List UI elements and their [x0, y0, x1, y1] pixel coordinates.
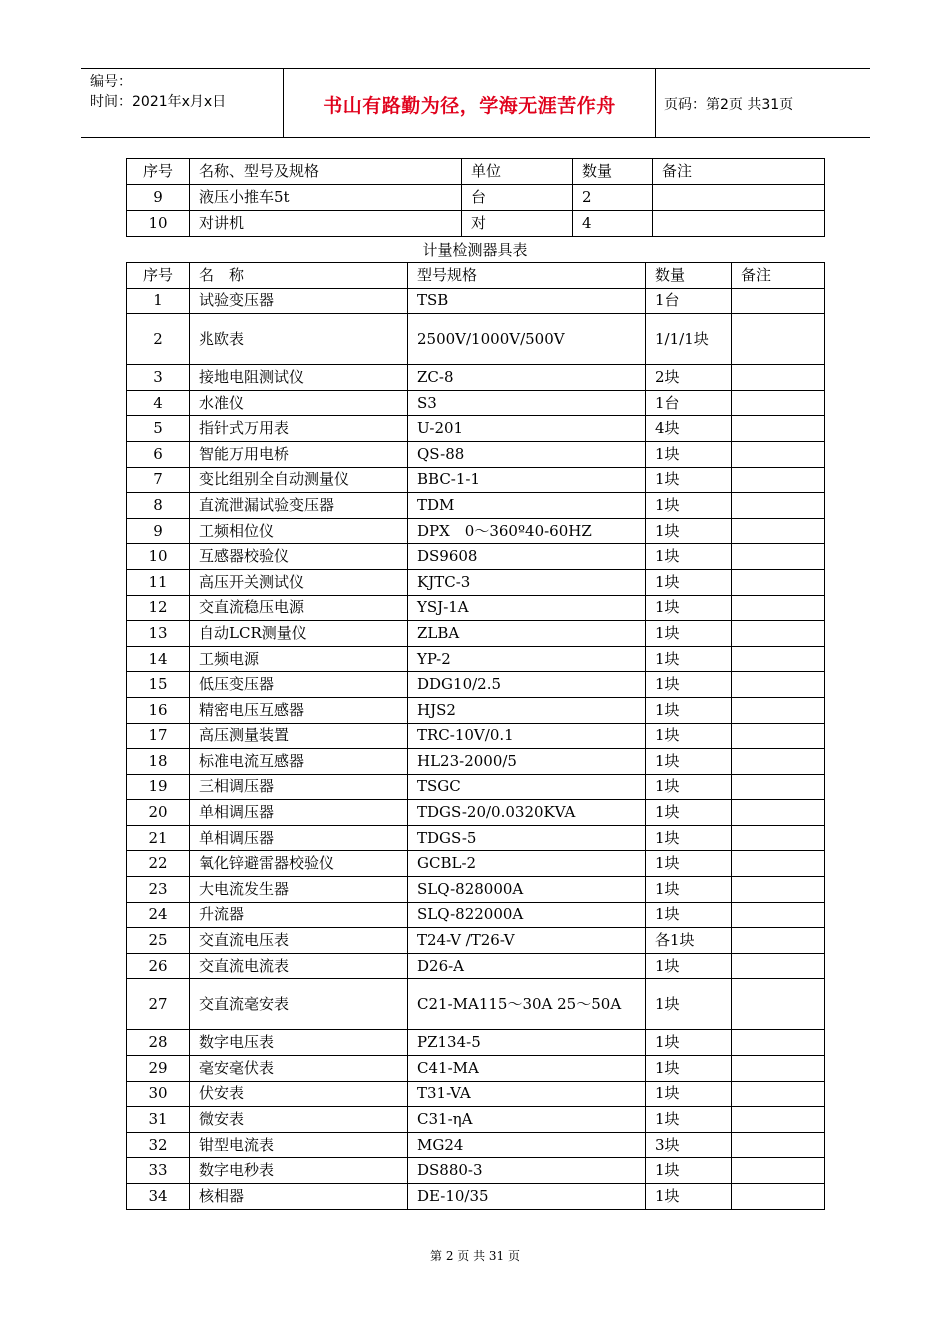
table-cell: 交直流稳压电源	[190, 595, 408, 621]
table-cell	[732, 774, 825, 800]
table-cell	[732, 416, 825, 442]
table-cell: 1块	[646, 800, 732, 826]
table-cell: 11	[127, 569, 190, 595]
page-footer: 第 2 页 共 31 页	[430, 1249, 520, 1263]
page-header	[81, 68, 870, 138]
table-cell	[732, 1081, 825, 1107]
table-header-row	[127, 159, 825, 185]
column-header: 数量	[573, 159, 653, 185]
table-cell: 6	[127, 441, 190, 467]
table-cell: 液压小推车5t	[190, 185, 462, 211]
table-row	[127, 774, 825, 800]
table-cell: 1台	[646, 288, 732, 314]
table-cell: DDG10/2.5	[408, 672, 646, 698]
table-cell: 1块	[646, 1081, 732, 1107]
table-cell: 1	[127, 288, 190, 314]
table-cell: 1块	[646, 774, 732, 800]
table-cell: 1块	[646, 877, 732, 903]
table-cell: 1块	[646, 544, 732, 570]
table-row	[127, 314, 825, 365]
table-row	[127, 467, 825, 493]
table-cell: C41-MA	[408, 1056, 646, 1082]
table-row	[127, 953, 825, 979]
table-cell: 7	[127, 467, 190, 493]
table-cell	[732, 749, 825, 775]
table-cell	[732, 877, 825, 903]
table-cell: 核相器	[190, 1184, 408, 1210]
table-cell: 33	[127, 1158, 190, 1184]
table-cell	[732, 518, 825, 544]
table-cell: YP-2	[408, 646, 646, 672]
table-row	[127, 825, 825, 851]
table-cell: 4	[573, 211, 653, 237]
table-row	[127, 518, 825, 544]
table-cell: MG24	[408, 1132, 646, 1158]
table-cell: 13	[127, 621, 190, 647]
table-cell: 34	[127, 1184, 190, 1210]
table-cell	[732, 723, 825, 749]
table-row	[127, 211, 825, 237]
table-row	[127, 800, 825, 826]
table-row	[127, 441, 825, 467]
table-cell: GCBL-2	[408, 851, 646, 877]
table-cell	[732, 544, 825, 570]
table-row	[127, 288, 825, 314]
table-cell: SLQ-822000A	[408, 902, 646, 928]
table-cell: 接地电阻测试仪	[190, 365, 408, 391]
table-cell	[732, 1107, 825, 1133]
table-cell: 2500V/1000V/500V	[408, 314, 646, 365]
table-cell: 31	[127, 1107, 190, 1133]
table-cell	[732, 800, 825, 826]
table-cell: 互感器校验仪	[190, 544, 408, 570]
table-cell: 16	[127, 697, 190, 723]
column-header: 序号	[127, 263, 190, 289]
table-cell: DS880-3	[408, 1158, 646, 1184]
table-cell: 工频电源	[190, 646, 408, 672]
table-cell: 24	[127, 902, 190, 928]
table-cell: 1块	[646, 1107, 732, 1133]
table-cell	[732, 697, 825, 723]
table-cell: 变比组别全自动测量仪	[190, 467, 408, 493]
table-cell: 1块	[646, 902, 732, 928]
table-cell: 1块	[646, 646, 732, 672]
table-cell: 23	[127, 877, 190, 903]
table-cell	[732, 1184, 825, 1210]
table-cell: 1块	[646, 1056, 732, 1082]
table-cell: 工频相位仪	[190, 518, 408, 544]
table-cell: 对讲机	[190, 211, 462, 237]
table-row	[127, 390, 825, 416]
table-cell: 4块	[646, 416, 732, 442]
table-cell	[732, 493, 825, 519]
table-cell: 升流器	[190, 902, 408, 928]
table-cell: 水准仪	[190, 390, 408, 416]
table-cell: 8	[127, 493, 190, 519]
table-cell: 30	[127, 1081, 190, 1107]
table-row	[127, 1184, 825, 1210]
table-cell: 微安表	[190, 1107, 408, 1133]
table-cell: 27	[127, 979, 190, 1030]
header-meta	[90, 72, 226, 112]
table-row	[127, 851, 825, 877]
table-cell	[732, 314, 825, 365]
table-cell	[732, 1158, 825, 1184]
table-cell: 1块	[646, 697, 732, 723]
table-cell: 伏安表	[190, 1081, 408, 1107]
table-cell: 1/1/1块	[646, 314, 732, 365]
table-cell: 9	[127, 518, 190, 544]
table-cell: 9	[127, 185, 190, 211]
table-cell: D26-A	[408, 953, 646, 979]
table-cell: 标准电流互感器	[190, 749, 408, 775]
table-cell: TDM	[408, 493, 646, 519]
table-cell: 26	[127, 953, 190, 979]
table-row	[127, 877, 825, 903]
table-cell: 1块	[646, 723, 732, 749]
table-row	[127, 1158, 825, 1184]
header-motto: 书山有路勤为径，学海无涯苦作舟	[323, 95, 616, 117]
table-cell: 1块	[646, 1158, 732, 1184]
table-cell: TSB	[408, 288, 646, 314]
header-page-number: 页码：第2页 共31页	[664, 97, 794, 113]
document-number: 编号：	[90, 74, 132, 90]
column-header: 备注	[732, 263, 825, 289]
table-cell: 4	[127, 390, 190, 416]
measuring-instruments-table	[126, 262, 825, 1210]
table-cell: 5	[127, 416, 190, 442]
table-cell: 大电流发生器	[190, 877, 408, 903]
table-cell: 指针式万用表	[190, 416, 408, 442]
table-cell: 1块	[646, 569, 732, 595]
table-row	[127, 1030, 825, 1056]
table-cell: 直流泄漏试验变压器	[190, 493, 408, 519]
table-cell: 10	[127, 211, 190, 237]
column-header: 序号	[127, 159, 190, 185]
table-cell: T31-VA	[408, 1081, 646, 1107]
table-cell: 交直流电压表	[190, 928, 408, 954]
table-cell: 单相调压器	[190, 800, 408, 826]
table-cell: C31-ηA	[408, 1107, 646, 1133]
table-cell: TDGS-20/0.0320KVA	[408, 800, 646, 826]
table-cell: 自动LCR测量仪	[190, 621, 408, 647]
table-cell: 32	[127, 1132, 190, 1158]
column-header: 名 称	[190, 263, 408, 289]
column-header: 型号规格	[408, 263, 646, 289]
table-cell: 1块	[646, 518, 732, 544]
column-header: 名称、型号及规格	[190, 159, 462, 185]
table-cell: 15	[127, 672, 190, 698]
table-cell	[732, 646, 825, 672]
table-cell	[732, 390, 825, 416]
table-cell: 高压开关测试仪	[190, 569, 408, 595]
table-cell: 精密电压互感器	[190, 697, 408, 723]
table-cell: 1块	[646, 953, 732, 979]
table-cell: 3	[127, 365, 190, 391]
table-cell	[732, 851, 825, 877]
table-cell: QS-88	[408, 441, 646, 467]
table-cell: 智能万用电桥	[190, 441, 408, 467]
table-cell: TRC-10V/0.1	[408, 723, 646, 749]
table-row	[127, 621, 825, 647]
table-cell: TDGS-5	[408, 825, 646, 851]
table-cell	[732, 953, 825, 979]
table-row	[127, 416, 825, 442]
table-cell: 1块	[646, 851, 732, 877]
table-cell	[732, 467, 825, 493]
table-row	[127, 646, 825, 672]
table-cell: 1块	[646, 825, 732, 851]
table-cell	[653, 185, 825, 211]
table-cell: 2	[573, 185, 653, 211]
table-cell: 1块	[646, 493, 732, 519]
table-cell	[732, 569, 825, 595]
table-cell: HL23-2000/5	[408, 749, 646, 775]
table-cell	[732, 1132, 825, 1158]
table-cell: 1块	[646, 979, 732, 1030]
table-cell: 高压测量装置	[190, 723, 408, 749]
table-cell: SLQ-828000A	[408, 877, 646, 903]
table-cell: 对	[462, 211, 573, 237]
table-cell: 18	[127, 749, 190, 775]
table-cell: KJTC-3	[408, 569, 646, 595]
table-cell	[732, 825, 825, 851]
table-cell: 单相调压器	[190, 825, 408, 851]
table-row	[127, 697, 825, 723]
table-cell: 数字电压表	[190, 1030, 408, 1056]
table-cell: 数字电秒表	[190, 1158, 408, 1184]
table-cell: 1块	[646, 621, 732, 647]
table-row	[127, 595, 825, 621]
table-cell: 12	[127, 595, 190, 621]
table-row	[127, 365, 825, 391]
table-cell: 各1块	[646, 928, 732, 954]
table-cell: DPX 0～360º40-60HZ	[408, 518, 646, 544]
table-cell: BBC-1-1	[408, 467, 646, 493]
table-cell: 1台	[646, 390, 732, 416]
table-cell: 氧化锌避雷器校验仪	[190, 851, 408, 877]
table-cell: 21	[127, 825, 190, 851]
table-cell: ZC-8	[408, 365, 646, 391]
table-header-row	[127, 263, 825, 289]
table-cell	[732, 595, 825, 621]
table-cell: 1块	[646, 1184, 732, 1210]
table-cell: U-201	[408, 416, 646, 442]
table-row	[127, 723, 825, 749]
table-cell: 20	[127, 800, 190, 826]
table-cell: 17	[127, 723, 190, 749]
table-cell: ZLBA	[408, 621, 646, 647]
table-row	[127, 749, 825, 775]
table-row	[127, 902, 825, 928]
table-cell: DS9608	[408, 544, 646, 570]
table-cell	[732, 928, 825, 954]
table-cell: 1块	[646, 595, 732, 621]
table-cell: 25	[127, 928, 190, 954]
table-cell: 14	[127, 646, 190, 672]
table-row	[127, 979, 825, 1030]
table-cell	[732, 1030, 825, 1056]
table-cell: 3块	[646, 1132, 732, 1158]
table-cell: 2块	[646, 365, 732, 391]
column-header: 数量	[646, 263, 732, 289]
table-cell: 钳型电流表	[190, 1132, 408, 1158]
table-cell: HJS2	[408, 697, 646, 723]
table-cell: 1块	[646, 1030, 732, 1056]
table-cell	[732, 441, 825, 467]
table-cell: T24-V /T26-V	[408, 928, 646, 954]
table-cell	[732, 365, 825, 391]
table-cell: 三相调压器	[190, 774, 408, 800]
table-cell	[653, 211, 825, 237]
document-date: 时间：2021年x月x日	[90, 94, 227, 110]
table-cell: 低压变压器	[190, 672, 408, 698]
table-cell: 22	[127, 851, 190, 877]
table-cell: 2	[127, 314, 190, 365]
table-cell: S3	[408, 390, 646, 416]
table-cell: YSJ-1A	[408, 595, 646, 621]
table-cell: C21-MA115～30A 25～50A	[408, 979, 646, 1030]
equipment-table	[126, 158, 825, 237]
column-header: 单位	[462, 159, 573, 185]
table-row	[127, 1107, 825, 1133]
table-row	[127, 544, 825, 570]
table-cell: 毫安毫伏表	[190, 1056, 408, 1082]
table-cell	[732, 1056, 825, 1082]
column-header: 备注	[653, 159, 825, 185]
table-cell: 交直流毫安表	[190, 979, 408, 1030]
table-cell: 1块	[646, 441, 732, 467]
table-caption: 计量检测器具表	[422, 241, 528, 259]
table-cell: 19	[127, 774, 190, 800]
table-row	[127, 1081, 825, 1107]
table-cell: 台	[462, 185, 573, 211]
table-row	[127, 672, 825, 698]
table-row	[127, 185, 825, 211]
table-cell: 1块	[646, 749, 732, 775]
header-divider	[655, 69, 656, 137]
table-cell	[732, 621, 825, 647]
table-row	[127, 1132, 825, 1158]
table-cell	[732, 672, 825, 698]
table-cell: DE-10/35	[408, 1184, 646, 1210]
table-cell: 1块	[646, 672, 732, 698]
table-cell: 29	[127, 1056, 190, 1082]
table-cell: 兆欧表	[190, 314, 408, 365]
table-row	[127, 1056, 825, 1082]
table-row	[127, 569, 825, 595]
table-cell: 试验变压器	[190, 288, 408, 314]
table-row	[127, 493, 825, 519]
table-cell	[732, 288, 825, 314]
table-cell: PZ134-5	[408, 1030, 646, 1056]
table-cell	[732, 902, 825, 928]
table-cell: TSGC	[408, 774, 646, 800]
table-cell	[732, 979, 825, 1030]
table-cell: 交直流电流表	[190, 953, 408, 979]
table-cell: 28	[127, 1030, 190, 1056]
table-cell: 1块	[646, 467, 732, 493]
table-row	[127, 928, 825, 954]
table-cell: 10	[127, 544, 190, 570]
